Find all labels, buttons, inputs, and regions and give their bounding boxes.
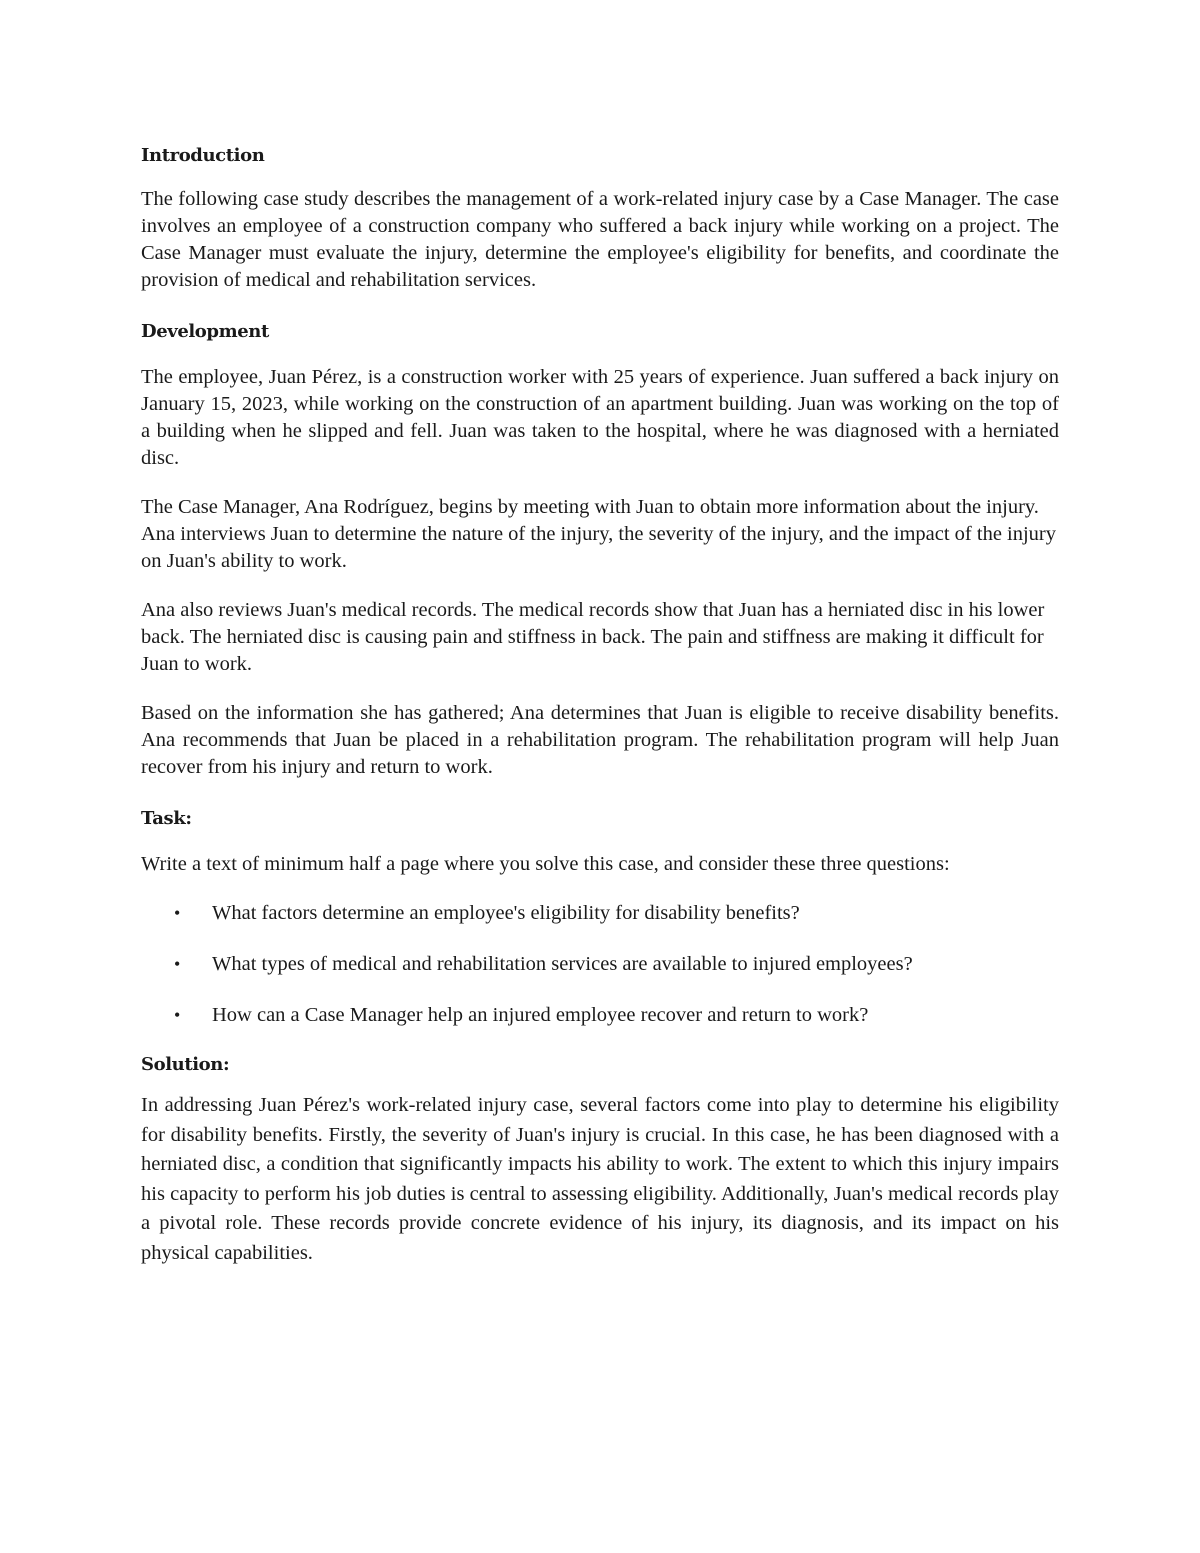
- development-heading: Development: [141, 321, 269, 342]
- development-paragraph-1: The employee, Juan Pérez, is a construction worker with 25 years of experience. Juan suffered a back injury on January 15, 2023, while working on the construction of an apartment building. Juan was working on the top of a building when he slipped and fell. Juan was taken to the hospital, where he was diagnosed with a herniated disc.: [141, 366, 1059, 469]
- question-list: [141, 900, 1059, 1029]
- development-paragraph-3: Ana also reviews Juan's medical records. The medical records show that Juan has a herniated disc in his lower back. The herniated disc is causing pain and stiffness in back. The pain and stiffness are making it difficult for Juan to work.: [141, 599, 1045, 675]
- bullet-icon: •: [174, 954, 181, 974]
- question-text: What factors determine an employee's eligibility for disability benefits?: [212, 902, 800, 924]
- solution-heading: Solution:: [141, 1054, 230, 1075]
- task-heading: Task:: [141, 808, 192, 829]
- introduction-heading: Introduction: [141, 145, 265, 166]
- bullet-icon: •: [174, 903, 181, 923]
- solution-paragraph: In addressing Juan Pérez's work-related injury case, several factors come into play to determine his eligibility for disability benefits. Firstly, the severity of Juan's injury is crucial. In this case, he has been diagnosed with a herniated disc, a condition that significantly impacts his ability to work. The extent to which this injury impairs his capacity to perform his job duties is central to assessing eligibility. Additionally, Juan's medical records play a pivotal role. These records provide concrete evidence of his injury, its diagnosis, and its impact on his physical capabilities.: [141, 1094, 1059, 1264]
- question-item: [141, 1002, 1059, 1029]
- question-item: [141, 900, 1059, 927]
- question-text: How can a Case Manager help an injured employee recover and return to work?: [212, 1004, 869, 1026]
- question-text: What types of medical and rehabilitation services are available to injured employees?: [212, 953, 913, 975]
- document-page: [141, 140, 1059, 1290]
- development-paragraph-2: The Case Manager, Ana Rodríguez, begins by meeting with Juan to obtain more information about the injury. Ana interviews Juan to determine the nature of the injury, the severity of the injury, and the impact of the injury on Juan's ability to work.: [141, 496, 1057, 572]
- question-item: [141, 951, 1059, 978]
- development-paragraph-4: Based on the information she has gathered; Ana determines that Juan is eligible to receive disability benefits. Ana recommends that Juan be placed in a rehabilitation program. The rehabilitation program will help Juan recover from his injury and return to work.: [141, 702, 1059, 778]
- task-paragraph: Write a text of minimum half a page where you solve this case, and consider these three questions:: [141, 853, 950, 875]
- bullet-icon: •: [174, 1005, 181, 1025]
- introduction-paragraph: The following case study describes the management of a work-related injury case by a Case Manager. The case involves an employee of a construction company who suffered a back injury while working on a project. The Case Manager must evaluate the injury, determine the employee's eligibility for benefits, and coordinate the provision of medical and rehabilitation services.: [141, 188, 1059, 291]
